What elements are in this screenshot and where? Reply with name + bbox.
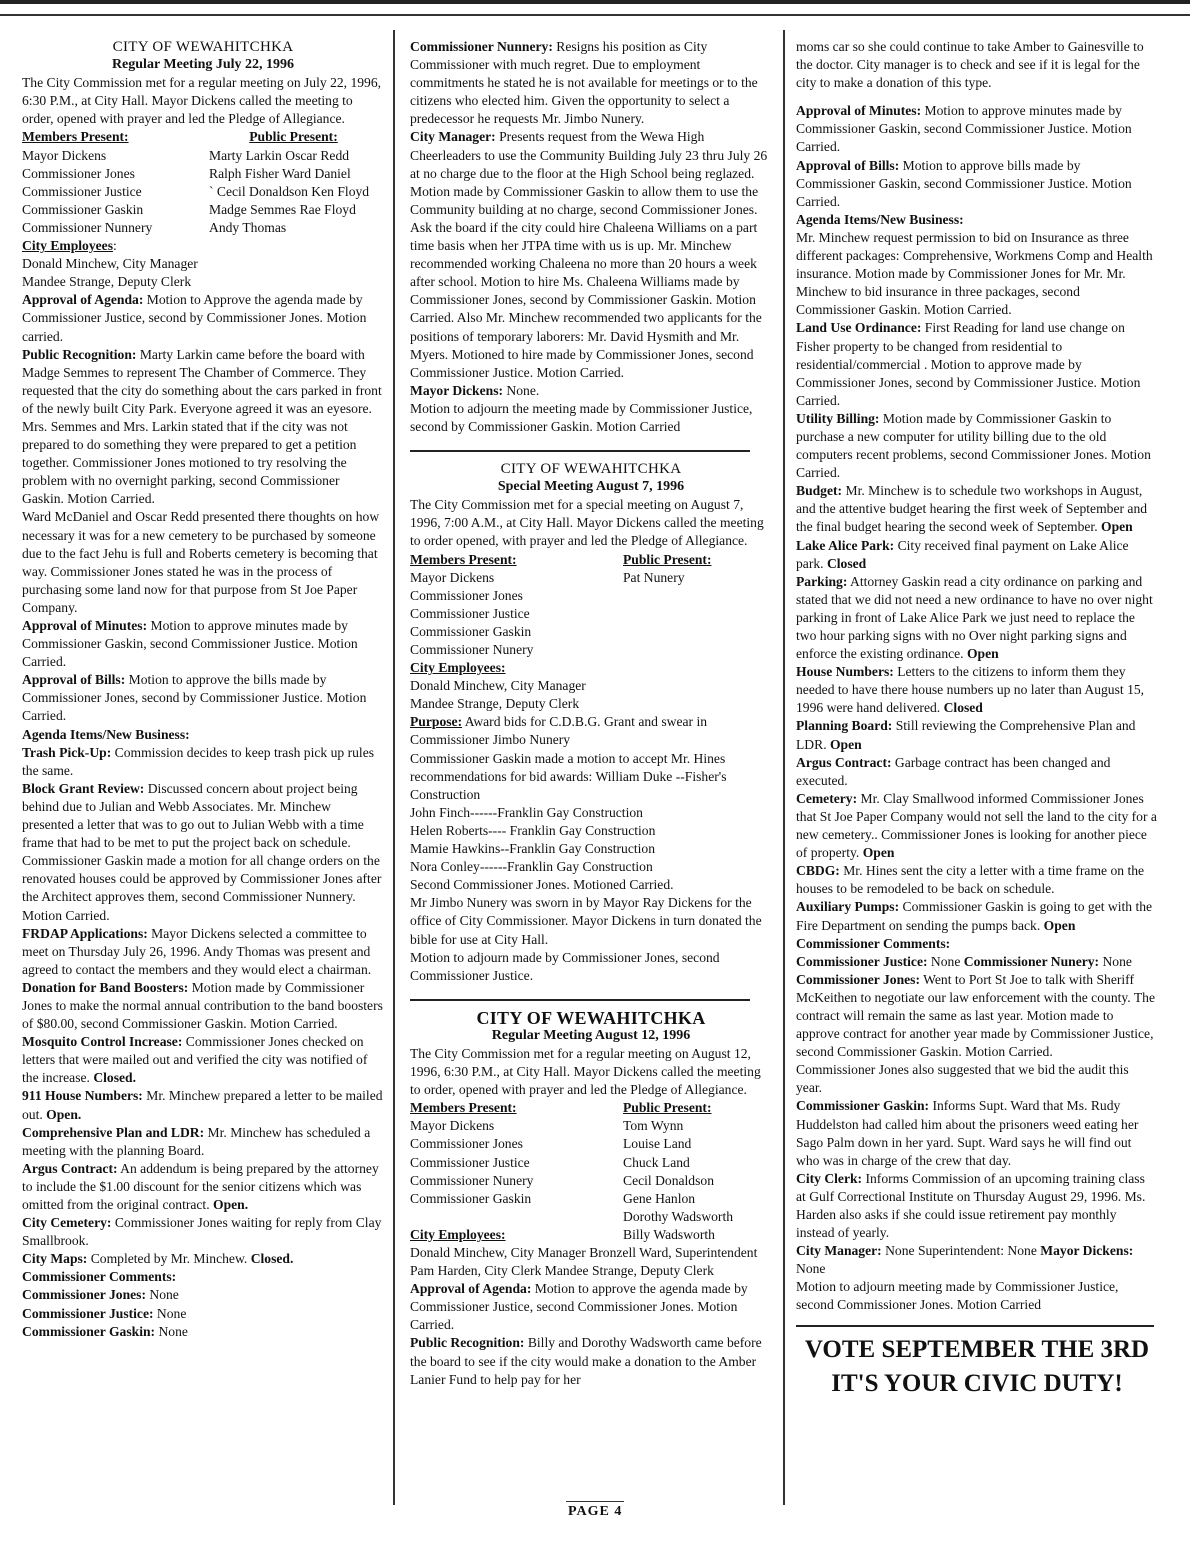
minutes-item (410, 400, 772, 436)
meeting-intro: The City Commission met for a regular meeting on July 22, 1996, 6:30 P.M., at City Hall. Mayor Dickens called the meeting to order, opened with prayer and led the Pledge of Allegiance. (22, 75, 382, 127)
attendance-table (22, 128, 384, 146)
meeting-subtitle: Regular Meeting July 22, 1996 (111, 57, 295, 73)
minutes-item (22, 1305, 384, 1323)
public-name: Louise Land (623, 1136, 692, 1152)
employees-header: City Employees: (410, 660, 506, 676)
item-text: Ask the board if the city could hire Chaleena Williams on a part time basis when her JTPA time with us is up. Mr. Minchew recommended working Chaleena no more than 20 hours a week after school. Motion to hire Ms. Chaleena Williams made by Commissioner Jones, second by Commissioner Gaskin. Motion Carried. Also Mr. Minchew recommended two applicants for the positions of temporary laborers: Mr. David Hysmith and Mr. Myers. Motioned to hire made by Commissioner Jones, second Commissioner Justice. Motion Carried. (410, 219, 762, 380)
minutes-item (796, 211, 1158, 229)
vote-banner-line: IT'S YOUR CIVIC DUTY! (831, 1369, 1123, 1397)
item-text: None (155, 1323, 188, 1339)
minutes-item (796, 935, 1158, 953)
minutes-line: Helen Roberts---- Franklin Gay Construction (410, 822, 656, 838)
item-status: Commissioner Nunery: (963, 953, 1100, 969)
public-name: Billy Wadsworth (623, 1226, 715, 1242)
column-divider (783, 30, 785, 1505)
employees-list (410, 677, 772, 713)
public-name (591, 641, 772, 659)
public-header: Public Present: (249, 129, 338, 145)
minutes-item (796, 862, 1158, 898)
item-text: Mr. Minchew prepared a letter to be mailed out. (22, 1088, 383, 1122)
item-text: None (796, 1261, 826, 1277)
member-name: Commissioner Gaskin (410, 1190, 532, 1206)
minutes-item (410, 38, 772, 128)
minutes-item (22, 1124, 384, 1160)
minutes-item (796, 754, 1158, 790)
employee-name: Mandee Strange, Deputy Clerk (22, 274, 192, 290)
public-name: Tom Wynn (623, 1118, 684, 1134)
item-status: Open (1043, 917, 1076, 933)
item-label: City Cemetery: (22, 1215, 112, 1231)
column-left: CITY OF WEWAHITCHKA Regular Meeting July 22, 1996 The City Commission met for a regular meeting on July 22, 1996, 6:30 P.M., at City Hall. Mayor Dickens called the meeting to order, opened with prayer and led the Pledge of Allegiance. Members Present: Public Present: Mayor Dickens Marty Larkin Oscar Redd Commissioner Jones Ralph Fisher Ward Daniel Commissioner Justice ` Cecil Donaldson Ken Floyd Commissioner Gaskin Madge Semmes Rae Floyd Commissioner Nunnery Andy Thomas City Employees: Donald Minchew, City Manager Mandee Strange, Deputy Clerk Approval of Agenda: Motion to Approve the agenda made by Commissioner Justice, second by Commissioner Jones. Motion carried. Public Recognition: Marty Larkin came before the board with Madge Semmes to represent The Chamber of Commerce. They requested that the city do something about the cars parked in front of the newly built City Park. Everyone agreed it was an eyesore. Mrs. Semmes and Mrs. Larkin stated that if the city was not prepared to do something they were prepared to get a petition together. Commissioner Jones motioned to try resolving the problem with no overnight parking, second Commissioner Gaskin. Motion Carried. Ward McDaniel and Oscar Redd presented there thoughts on how necessary it was for a new cemetery to be purchased by someone due to the fact Jehu is full and Roberts cemetery is becoming that way. Commissioner Jones stated he was in the process of purchasing some land now for that purpose from St Joe Paper Company. Approval of Minutes: Motion to approve minutes made by Commissioner Gaskin, second Commissioner Justice. Motion Carried. Approval of Bills: Motion to approve the bills made by Commissioner Jones, second by Commissioner Justice. Motion Carried. Agenda Items/New Business: Trash Pick-Up: Commission decides to keep trash pick up rules the same. Block Grant Review: Discussed concern about project being behind due to Julian and Webb Associates. Mr. Minchew presented a letter that was to go out to Julian Webb with a time frame that had to be met to put the project back on schedule. Commissioner Gaskin made a motion for all change orders on the renovated houses could be approved by Commissioner Jones after the Architect approves them, second Commissioner Nunnery. Motion Carried. FRDAP Applications: Mayor Dickens selected a committee to meet on Thursday July 26, 1996. Andy Thomas was present and agreed to contact the members and they would elect a chairman. Donation for Band Boosters: Motion made by Commissioner Jones to make the normal annual contribution to the band boosters of $80.00, second Commissioner Gaskin. Motion Carried. Mosquito Control Increase: Commissioner Jones checked on letters that were mailed out and verified the city was notified of the increase. Closed. 911 House Numbers: Mr. Minchew prepared a letter to be mailed out. Open. Comprehensive Plan and LDR: Mr. Minchew has scheduled a meeting with the planning Board. Argus Contract: An addendum is being prepared by the attorney to include the $1.00 discount for the senior citizens which was omitted from the original contract. Open. City Cemetery: Commissioner Jones waiting for reply from Clay Smallbrook. City Maps: Completed by Mr. Minchew. Closed. Commissioner Comments: Commissioner Jones: None Commissioner Justice: None Commissioner Gaskin: None (22, 38, 384, 1341)
member-name: Commissioner Justice (22, 183, 142, 199)
item-text: Discussed concern about project being behind due to Julian and Webb Associates. Mr. Minchew presented a letter that was to go out to Julian Webb with a time frame that had to be met to put the project back on schedule. Commissioner Gaskin made a motion for all change orders on the renovated houses could be approved by Commissioner Jones after the Architect approves them, second Commissioner Nunnery. Motion Carried. (22, 780, 382, 923)
employees-header: City Employees: (410, 1226, 506, 1242)
minutes-item (796, 1278, 1158, 1314)
item-label: FRDAP Applications: (22, 925, 148, 941)
member-name: Commissioner Jones (22, 165, 135, 181)
minutes-item (796, 717, 1158, 753)
item-text: None Superintendent: None (881, 1243, 1041, 1259)
minutes-line: Nora Conley------Franklin Gay Construction (410, 859, 653, 875)
meeting-subtitle: Special Meeting August 7, 1996 (497, 479, 685, 495)
minutes-item (22, 291, 384, 345)
item-text: Motion to Approve the agenda made by Commissioner Justice, second by Commissioner Jones. Motion carried. (22, 292, 367, 344)
attendance-row (410, 1190, 772, 1208)
item-status: Closed. (250, 1251, 294, 1267)
item-status: Open (1101, 519, 1133, 535)
item-label: Approval of Minutes: (796, 103, 922, 119)
item-text: Informs Supt. Ward that Ms. Rudy Huddelston had called him about the prisoners weed eating her Sago Palm down in her yard. Supt. Ward says he will find out who was in charge of the crew that day. (796, 1098, 1139, 1168)
minutes-item (796, 537, 1158, 573)
meeting-title: CITY OF WEWAHITCHKA (476, 1007, 706, 1028)
minutes-line: Mamie Hawkins--Franklin Gay Construction (410, 841, 656, 857)
special-lines (410, 750, 772, 985)
minutes-item (22, 671, 384, 725)
item-status: Mayor Dickens: (1040, 1243, 1134, 1259)
item-text: Mr. Clay Smallwood informed Commissioner Jones that St Joe Paper Company would not sell the land to the city for a new cemetery.. Commissioner Jones is looking for another piece of property. (796, 790, 1157, 861)
minutes-line: Commissioner Gaskin made a motion to accept Mr. Hines recommendations for bid awards: William Duke --Fisher's Construction (410, 750, 727, 802)
attendance-rows (410, 569, 772, 659)
minutes-item (410, 1334, 772, 1388)
minutes-item (796, 102, 1158, 156)
purpose-text: Award bids for C.D.B.G. Grant and swear in Commissioner Jimbo Nunery (410, 714, 708, 748)
item-text: Mr. Minchew request permission to bid on Insurance as three different packages: Comprehensive, Workmens Comp and Health insurance. Motion made by Commissioner Jones for Mr. Mr. Minchew to bid insurance in three packages, second Commissioner Gaskin. Motion Carried. (796, 229, 1153, 318)
item-text: None (1099, 953, 1132, 969)
item-text: First Reading for land use change on Fisher property to be changed from residential to residential/commercial . Motion to approve made by Commissioner Jones, second by Commissioner Justice. Motion Carried. (796, 320, 1141, 408)
member-name: Commissioner Gaskin (410, 623, 532, 639)
page-number-rule (566, 1501, 624, 1502)
item-label: Commissioner Nunnery: (410, 39, 553, 54)
purpose-label: Purpose: (410, 714, 463, 730)
item-text: Mayor Dickens selected a committee to meet on Thursday July 26, 1996. Andy Thomas was present and agreed to contact the members and they would elect a chairman. (22, 925, 372, 977)
minutes-line: John Finch------Franklin Gay Construction (410, 804, 643, 820)
item-label: Comprehensive Plan and LDR: (22, 1124, 205, 1140)
minutes-item (22, 1286, 384, 1304)
item-label: Cemetery: (796, 790, 858, 806)
item-label: Public Recognition: (22, 346, 137, 362)
item-label: City Clerk: (796, 1170, 863, 1186)
item-text: Motion to adjourn the meeting made by Commissioner Justice, second by Commissioner Gaskin. Motion Carried (410, 400, 753, 434)
minutes-line: Motion to adjourn made by Commissioner Jones, second Commissioner Justice. (410, 949, 720, 983)
item-label: Approval of Agenda: (22, 292, 144, 308)
item-label: City Manager: (410, 129, 496, 145)
member-name: Commissioner Nunery (410, 642, 534, 657)
minutes-item (22, 1214, 384, 1250)
minutes-item (796, 790, 1158, 862)
top-rule (0, 0, 1190, 4)
minutes-item (22, 1250, 384, 1268)
item-text: Still reviewing the Comprehensive Plan and LDR. (796, 718, 1136, 752)
member-name: Commissioner Jones (410, 587, 523, 603)
item-label: Auxiliary Pumps: (796, 899, 900, 915)
attendance-row (410, 641, 772, 659)
member-name: Mayor Dickens (22, 147, 107, 163)
minutes-item (22, 1033, 384, 1087)
item-status: Open. (213, 1197, 249, 1212)
item-label: House Numbers: (796, 664, 894, 680)
item-text: Mr. Minchew has scheduled a meeting with the planning Board. (22, 1124, 371, 1158)
item-label: Utility Billing: (796, 410, 880, 426)
public-name (591, 605, 772, 623)
item-label: Approval of Bills: (22, 672, 126, 688)
minutes-item (410, 219, 772, 382)
public-name: Gene Hanlon (623, 1190, 696, 1206)
item-label: Block Grant Review: (22, 780, 145, 796)
attendance-row (410, 1117, 772, 1135)
public-name: Andy Thomas (209, 219, 287, 235)
attendance-table (410, 551, 772, 569)
minutes-items (22, 291, 384, 1340)
members-header: Members Present: (410, 1100, 517, 1116)
item-text: Commission decides to keep trash pick up rules the same. (22, 744, 375, 778)
member-name: Commissioner Jones (410, 1136, 523, 1152)
minutes-item (796, 229, 1158, 319)
item-text: Presents request from the Wewa High Cheerleaders to use the Community Building July 23 thru July 26 at no charge due to the floor at the High School being reglazed. Motion made by Commissioner Gaskin to allow them to use the Community building at no charge, second Commissioner Jones. (410, 129, 768, 217)
member-name: Commissioner Nunery (410, 1172, 534, 1188)
item-label: Argus Contract: (22, 1160, 118, 1176)
member-name (410, 1208, 591, 1226)
public-name: Madge Semmes Rae Floyd (209, 201, 356, 217)
minutes-item (796, 1170, 1158, 1242)
employee-name: Donald Minchew, City Manager (22, 256, 198, 272)
item-text: None (145, 1287, 179, 1303)
item-status: Closed. (93, 1070, 137, 1086)
minutes-item (22, 780, 384, 925)
meeting-intro: The City Commission met for a special meeting on August 7, 1996, 7:00 A.M., at City Hall. Mayor Dickens called the meeting to order opened, with prayer and led the Pledge of Allegiance. (410, 497, 764, 549)
minutes-item (796, 1061, 1158, 1097)
item-text: Mr. Minchew is to schedule two workshops in August, and the attentive budget hearing the first week of September and the final budget hearing the second week of September. (796, 483, 1148, 535)
minutes-item (796, 898, 1158, 934)
item-text: Motion to approve the bills made by Commissioner Jones, second by Commissioner Justice. Motion Carried. (22, 672, 367, 724)
attendance-row (410, 1208, 772, 1226)
item-label: Land Use Ordinance: (796, 320, 922, 336)
attendance-row (410, 587, 772, 605)
minutes-item (22, 346, 384, 509)
public-name: Pat Nunery (623, 569, 685, 585)
item-label: Budget: (796, 483, 843, 499)
meeting-subtitle: Regular Meeting August 12, 1996 (491, 1027, 691, 1043)
attendance-rows (410, 1117, 772, 1226)
section-divider (410, 999, 750, 1001)
item-text: Commissioner Jones waiting for reply from Clay Smallbrook. (22, 1215, 382, 1249)
item-label: CBDG: (796, 863, 840, 879)
minutes-item (22, 1087, 384, 1123)
public-header: Public Present: (623, 1100, 712, 1116)
member-name: Commissioner Justice (410, 605, 530, 621)
vote-banner-line: VOTE SEPTEMBER THE 3RD (804, 1335, 1150, 1363)
minutes-item (410, 382, 772, 400)
purpose-paragraph (410, 713, 772, 749)
item-text: Billy and Dorothy Wadsworth came before the board to see if the city would make a donation to the Amber Lanier Fund to help pay for her (410, 1335, 762, 1387)
attendance-row (410, 1135, 772, 1153)
public-name: Marty Larkin Oscar Redd (209, 147, 350, 163)
minutes-item (22, 508, 384, 617)
item-text: Resigns his position as City Commissioner with much regret. Due to employment commitments he stated he is not available for meetings or to the citizens who elected him. Given the opportunity to select a predecessor he requests Mr. Jimbo Nunery. (410, 39, 758, 127)
minutes-item (22, 979, 384, 1033)
item-label: Public Recognition: (410, 1335, 525, 1351)
item-text: Motion to approve the agenda made by Commissioner Justice, second Commissioner Jones. Motion Carried. (410, 1281, 748, 1333)
item-text: Attorney Gaskin read a city ordinance on parking and stated that we did not need a new ordinance to have no over night parking in front of Lake Alice Park we just need to replace the two hour parking signs with no Over night parking signs and enforce the existing ordinance. (796, 573, 1153, 662)
item-label: Agenda Items/New Business: (22, 726, 190, 742)
attendance-rows (22, 147, 384, 237)
item-text: Ward McDaniel and Oscar Redd presented there thoughts on how necessary it was for a new cemetery to be purchased by someone due to the fact Jehu is full and Roberts cemetery is becoming that way. Commissioner Jones stated he was in the process of purchasing some land now for that purpose from St Joe Paper Company. (22, 509, 380, 615)
item-text: Motion made by Commissioner Jones to make the normal annual contribution to the band boosters of $80.00, second Commissioner Gaskin. Motion Carried. (22, 979, 383, 1032)
item-label: City Manager: (796, 1243, 882, 1259)
public-name: ` Cecil Donaldson Ken Floyd (209, 183, 370, 199)
item-label: Commissioner Jones: (22, 1287, 146, 1303)
item-text: Letters to the citizens to inform them they needed to have there house numbers up no later than August 15, 1996 were hand delivered. (796, 664, 1145, 716)
minutes-item (796, 663, 1158, 717)
item-label: Parking: (796, 573, 848, 589)
item-label: 911 House Numbers: (22, 1088, 143, 1104)
item-status: Closed (943, 700, 983, 716)
item-label: Commissioner Jones: (796, 971, 920, 987)
minutes-item (796, 573, 1158, 663)
employee-name: Donald Minchew, City Manager (410, 678, 586, 694)
attendance-table (410, 1099, 772, 1117)
item-label: City Maps: (22, 1251, 88, 1267)
item-text: Completed by Mr. Minchew. (87, 1251, 251, 1267)
member-name: Commissioner Gaskin (22, 201, 144, 217)
minutes-item (22, 726, 384, 744)
members-header: Members Present: (410, 551, 517, 567)
minutes-item (796, 1242, 1158, 1278)
member-name: Commissioner Justice (410, 1154, 530, 1170)
item-status: Open (966, 646, 999, 662)
item-label: Commissioner Justice: (796, 953, 928, 969)
public-name: Chuck Land (623, 1154, 690, 1170)
item-label: Approval of Agenda: (410, 1281, 532, 1297)
attendance-row (410, 569, 772, 587)
attendance-row (410, 623, 772, 641)
member-name: Mayor Dickens (410, 569, 495, 585)
item-label: Commissioner Justice: (22, 1305, 154, 1321)
item-status: Closed (826, 555, 867, 571)
meeting-intro: The City Commission met for a regular meeting on August 12, 1996, 6:30 P.M., at City Hall. Mayor Dickens called the meeting to order, opened with prayer and led the Pledge of Allegiance. (410, 1045, 761, 1098)
attendance-row (410, 605, 772, 623)
column-divider (393, 30, 395, 1505)
item-text: Informs Commission of an upcoming training class at Gulf Correctional Institute on Thursday August 29, 1996. Ms. Harden also asks if she could issue retirement pay monthly instead of yearly. (796, 1170, 1146, 1241)
item-text: None (153, 1305, 187, 1321)
top-rule-thin (0, 14, 1190, 16)
public-header: Public Present: (623, 551, 712, 567)
item-label: Lake Alice Park: (796, 537, 895, 553)
item-text: Motion to approve bills made by Commissioner Gaskin, second Commissioner Justice. Motion Carried. (796, 157, 1132, 209)
item-label: Approval of Minutes: (22, 618, 148, 633)
item-label: Trash Pick-Up: (22, 744, 112, 760)
members-header: Members Present: (22, 129, 129, 145)
item-label: Argus Contract: (796, 754, 892, 770)
minutes-item (22, 1160, 384, 1214)
minutes-item (22, 1268, 384, 1286)
minutes-item (410, 1280, 772, 1334)
minutes-items (410, 1280, 772, 1389)
item-text: Commissioner Gaskin is going to get with the Fire Department on sending the pumps back. (796, 899, 1153, 933)
attendance-row (22, 183, 384, 201)
employees-text: Donald Minchew, City Manager Bronzell Ward, Superintendent Pam Harden, City Clerk Mandee Strange, Deputy Clerk (410, 1245, 758, 1279)
meeting-title: CITY OF WEWAHITCHKA (112, 39, 294, 55)
item-status: Open (829, 736, 862, 752)
employees-row (410, 1226, 772, 1244)
item-status: Open. (46, 1106, 82, 1122)
public-name: Dorothy Wadsworth (623, 1208, 734, 1224)
employees-list (22, 255, 384, 291)
item-text: Motion to adjourn meeting made by Commissioner Justice, second Commissioner Jones. Motion Carried (796, 1279, 1119, 1313)
item-label: Approval of Bills: (796, 157, 900, 173)
minutes-item (796, 157, 1158, 211)
minutes-item (22, 617, 384, 671)
item-label: Mayor Dickens: (410, 382, 504, 398)
minutes-items (410, 38, 772, 436)
section-divider (410, 450, 750, 452)
minutes-item (796, 971, 1158, 1061)
minutes-item (22, 744, 384, 780)
public-name (591, 587, 772, 605)
page-number: PAGE 4 (568, 1504, 623, 1519)
continued-text: moms car so she could continue to take Amber to Gainesville to the doctor. City manager is to check and see if it is legal for the city to make a donation of this type. (796, 39, 1144, 91)
minutes-items (796, 102, 1158, 1314)
member-name: Mayor Dickens (410, 1118, 495, 1134)
minutes-line: Mr Jimbo Nunery was sworn in by Mayor Ray Dickens for the office of City Commissioner. Mayor Dickens in turn donated the bible for use at City Hall. (410, 895, 762, 947)
item-label: Mosquito Control Increase: (22, 1034, 183, 1050)
minutes-item (22, 925, 384, 979)
item-text: None (927, 953, 964, 969)
item-text: Commissioner Jones checked on letters that were mailed out and verified the city was notified of the increase. (22, 1034, 368, 1086)
item-label: Commissioner Comments: (22, 1269, 177, 1285)
minutes-item (410, 128, 772, 218)
minutes-item (796, 319, 1158, 409)
item-label: Planning Board: (796, 718, 893, 734)
section-divider (796, 1325, 1154, 1327)
public-name: Ralph Fisher Ward Daniel (209, 165, 351, 181)
item-text: City received final payment on Lake Alice park. (796, 537, 1129, 571)
public-name: Cecil Donaldson (623, 1172, 714, 1188)
minutes-item (796, 953, 1158, 971)
item-text: Motion made by Commissioner Gaskin to purchase a new computer for utility billing due to the old computers recent problems, second Commissioner Jones. Motion Carried. (796, 410, 1151, 481)
item-text: Commissioner Jones also suggested that we bid the audit this year. (796, 1062, 1129, 1096)
attendance-row (410, 1172, 772, 1190)
attendance-row (22, 219, 384, 237)
attendance-row (410, 1154, 772, 1172)
item-text: Garbage contract has been changed and executed. (796, 754, 1111, 788)
item-text: Motion to approve minutes made by Commissioner Gaskin, second Commissioner Justice. Motion Carried. (22, 618, 358, 670)
member-name: Commissioner Nunnery (22, 219, 153, 235)
item-label: Donation for Band Boosters: (22, 979, 189, 995)
item-text: An addendum is being prepared by the attorney to include the $1.00 discount for the senior citizens which was omitted from the original contract. (22, 1160, 379, 1212)
column-right (796, 38, 1158, 1399)
minutes-item (22, 1323, 384, 1341)
minutes-item (796, 482, 1158, 536)
minutes-line: Second Commissioner Jones. Motioned Carried. (410, 877, 674, 893)
item-label: Commissioner Gaskin: (22, 1323, 156, 1339)
item-label: Agenda Items/New Business: (796, 211, 964, 227)
minutes-item (796, 410, 1158, 482)
attendance-row (22, 201, 384, 219)
employees-header: City Employees (22, 238, 113, 254)
item-status: Open (862, 845, 895, 861)
minutes-item (796, 1097, 1158, 1169)
item-label: Commissioner Gaskin: (796, 1098, 930, 1114)
attendance-row (22, 165, 384, 183)
item-text: Motion to approve minutes made by Commissioner Gaskin, second Commissioner Justice. Motion Carried. (796, 103, 1132, 155)
item-text: Went to Port St Joe to talk with Sheriff McKeithen to negotiate our law enforcement with the county. The contract will remain the same as last year. Motion made to approve contract for another year made by Commissioner Justice, second Commissioner Gaskin. Motion Carried. (796, 971, 1155, 1060)
column-middle (410, 38, 772, 1389)
meeting-title: CITY OF WEWAHITCHKA (500, 461, 682, 478)
item-text: Marty Larkin came before the board with Madge Semmes to represent The Chamber of Commerce. They requested that the city do something about the cars parked in front of the newly built City Park. Everyone agreed it was an eyesore. Mrs. Semmes and Mrs. Larkin stated that if the city was not prepared to do something they were prepared to get a petition together. Commissioner Jones motioned to try resolving the problem with no overnight parking, second Commissioner Gaskin. Motion Carried. (22, 346, 382, 507)
attendance-row (22, 147, 384, 165)
item-text: Mr. Hines sent the city a letter with a time frame on the houses to be remodeled to be back on schedule. (796, 863, 1145, 897)
item-text: None. (503, 382, 540, 398)
item-label: Commissioner Comments: (796, 935, 951, 951)
public-name (591, 623, 772, 641)
employee-name: Mandee Strange, Deputy Clerk (410, 696, 580, 712)
